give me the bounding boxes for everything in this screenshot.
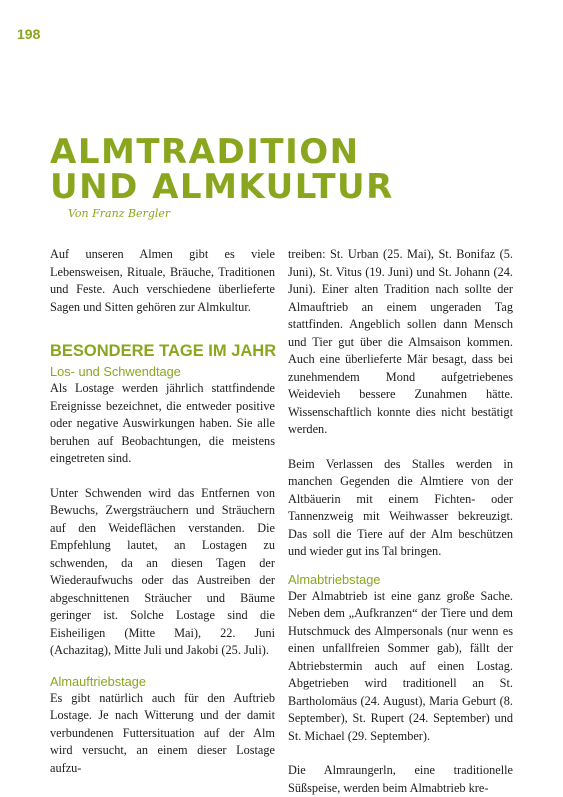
left-column bbox=[50, 246, 275, 777]
page-number: 198 bbox=[17, 26, 41, 42]
paragraph-stall: Beim Verlassen des Stalles werden in manchen Gegenden die Almtiere von der Altbäuerin mit einem Fichten- oder Tannenzweig mit Weihwasser bekreuzigt. Das soll die Tiere auf der Alm beschützen und wieder gut ins Tal bringen. bbox=[288, 456, 513, 558]
paragraph-auftrieb-continued: treiben: St. Urban (25. Mai), St. Bonifaz (5. Juni), St. Vitus (19. Juni) und St. Johann (24. Juni). Einer alten Tradition nach sollte der Almauftrieb an einem ungeraden Tag stattfinden. Angeblich sollen dann Mensch und Tier gut über die Almsaison kommen. Auch eine überlieferte Mär besagt, dass bei zunehmendem Mond aufgetriebenes Weidevieh bessere Zunahmen hätte. Wissenschaftlich konnte dies nicht bestätigt werden. bbox=[288, 247, 513, 436]
paragraph-almraungerln: Die Almraungerln, eine traditionelle Süßspeise, werden beim Almabtrieb kre- bbox=[288, 763, 513, 795]
article-title bbox=[50, 132, 520, 207]
right-column bbox=[288, 246, 513, 797]
paragraph-almabtrieb: Der Almabtrieb ist eine ganz große Sache. Neben dem „Aufkranzen“ der Tiere und dem Hutschmuck des Almpersonals (nur wenn es einen unfallfreien Sommer gab), fällt der Abtriebstermin auch auf einen Lostag. Abgetrieben wird traditionell an St. Bartholomäus (24. August), Maria Geburt (8. September), St. Rupert (24. September) und St. Michael (29. September). bbox=[288, 588, 513, 743]
title-line-2: UND ALMKULTUR bbox=[50, 167, 394, 207]
subheading-los-schwendtage: Los- und Schwendtage bbox=[50, 364, 181, 379]
section-heading: BESONDERE TAGE IM JAHR bbox=[50, 342, 277, 360]
title-line-1: ALMTRADITION bbox=[50, 132, 360, 172]
paragraph-auftrieb: Es gibt natürlich auch für den Auftrieb Lostage. Je nach Witterung und der damit verbundenen Futtersituation auf der Alm wird versucht, an einem dieser Lostage aufzu- bbox=[50, 690, 275, 775]
author-byline: Von Franz Bergler bbox=[68, 207, 171, 220]
intro-paragraph: Auf unseren Almen gibt es viele Lebensweisen, Rituale, Bräuche, Traditionen und Feste. Auch verschiedene überlieferte Sagen und Sitten gehören zur Almkultur. bbox=[50, 247, 275, 314]
paragraph-schwenden: Unter Schwenden wird das Entfernen von Bewuchs, Zwergsträuchern und Sträuchern auf den Weideflächen verstanden. Die Empfehlung lautet, an Lostagen zu schwenden, da an diesen Tagen der Wiederaufwuchs oder das Austreiben der abgeschnittenen Sträucher und Bäume geringer ist. Solche Lostage sind die Eisheiligen (Mitte Mai), 22. Juni (Achazitag), Mitte Juli und Jakobi (25. Juli). bbox=[50, 485, 275, 657]
subheading-almauftriebstage: Almauftriebstage bbox=[50, 673, 147, 689]
paragraph-lostage: Als Lostage werden jährlich stattfindende Ereignisse bezeichnet, die entweder positive oder negative Auswirkungen haben. Sie alle beruhen auf Beobachtungen, die meistens eingetreten sind. bbox=[50, 381, 275, 465]
subheading-almabtriebstage: Almabtriebstage bbox=[288, 571, 381, 587]
